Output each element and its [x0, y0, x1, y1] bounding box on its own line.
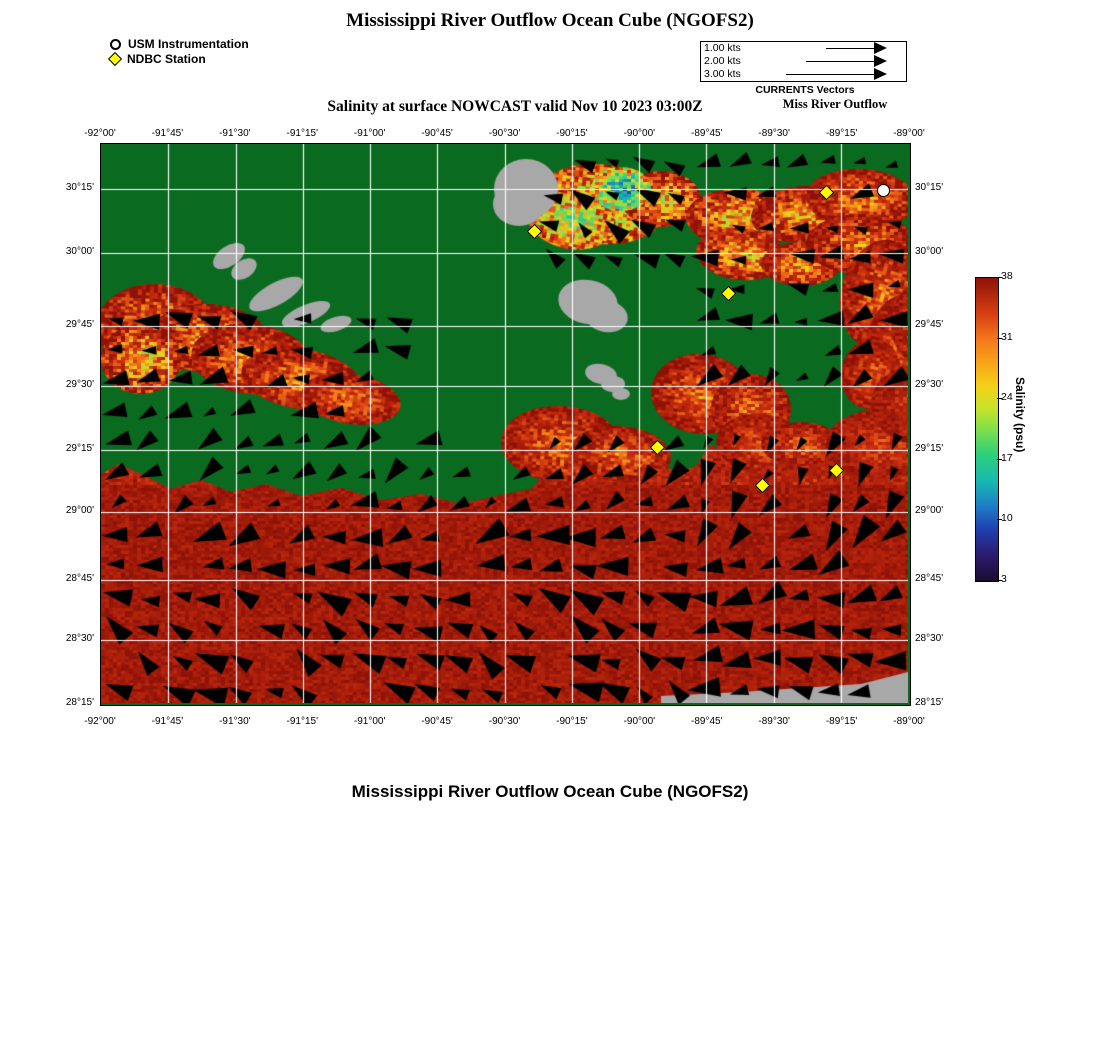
map-raster	[101, 144, 908, 703]
x-axis-tick-label: -92°00'	[84, 716, 116, 727]
colorbar-gradient	[975, 277, 999, 582]
y-axis-tick-label: 28°45'	[65, 573, 94, 584]
x-axis-tick-label: -91°45'	[151, 716, 184, 727]
y-axis-tick-label: 28°45'	[915, 573, 944, 584]
x-axis-tick-label: -90°30'	[488, 716, 521, 727]
colorbar	[975, 270, 1027, 585]
legend-item-usm	[110, 37, 249, 51]
x-axis-tick-label: -89°15'	[825, 716, 858, 727]
usm-instrumentation-marker[interactable]	[877, 184, 890, 197]
x-axis-tick-label: -89°45'	[691, 128, 723, 139]
vector-scale-label: 3.00 kts	[704, 68, 741, 80]
y-axis-tick-label: 29°30'	[915, 379, 944, 390]
legend-item-label: NDBC Station	[127, 52, 206, 66]
vector-line	[826, 48, 874, 49]
y-axis-tick-label: 29°00'	[915, 505, 944, 516]
y-axis-tick-label: 30°00'	[65, 246, 94, 257]
currents-vectors-caption: CURRENTS Vectors	[755, 84, 855, 96]
vector-line	[786, 74, 874, 75]
x-axis-tick-label: -90°15'	[556, 716, 588, 727]
salinity-map[interactable]	[100, 143, 911, 706]
y-axis-tick-label: 29°45'	[915, 319, 944, 330]
x-axis-tick-label: -90°45'	[421, 128, 453, 139]
x-axis-tick-label: -91°15'	[286, 716, 318, 727]
x-axis-tick-label: -89°45'	[691, 716, 723, 727]
y-axis-tick-label: 29°30'	[65, 379, 94, 390]
vector-scale-box	[700, 41, 907, 82]
y-axis-tick-label: 29°15'	[65, 443, 94, 454]
diamond-marker-icon	[108, 52, 122, 66]
y-axis-tick-label: 28°15'	[915, 697, 944, 708]
x-axis-tick-label: -90°15'	[556, 128, 588, 139]
vector-arrow-icon	[874, 42, 887, 54]
map-subtitle: Salinity at surface NOWCAST valid Nov 10 2023 03:00Z	[327, 98, 703, 115]
x-axis-tick-label: -91°00'	[353, 716, 386, 727]
x-axis-tick-label: -89°15'	[825, 128, 858, 139]
colorbar-tick-label: 10	[1001, 512, 1013, 525]
y-axis-tick-label: 28°30'	[915, 633, 944, 644]
vector-scale-label: 2.00 kts	[704, 55, 741, 67]
x-axis-tick-label: -91°30'	[219, 128, 251, 139]
colorbar-tick-label: 38	[1001, 270, 1013, 282]
x-axis-tick-label: -92°00'	[84, 128, 116, 139]
colorbar-title: Salinity (psu)	[1013, 377, 1027, 453]
x-axis-tick-label: -89°30'	[758, 716, 790, 727]
legend-item-label: USM Instrumentation	[128, 37, 249, 51]
x-axis-tick-label: -91°45'	[151, 128, 184, 139]
y-axis-tick-label: 29°00'	[65, 505, 94, 516]
x-axis-tick-label: -90°45'	[421, 716, 453, 727]
x-axis-tick-label: -90°00'	[623, 716, 656, 727]
x-axis-tick-label: -91°00'	[353, 128, 386, 139]
circle-marker-icon	[110, 39, 121, 50]
vector-scale-label: 1.00 kts	[704, 42, 741, 54]
miss-river-outflow-caption: Miss River Outflow	[782, 97, 888, 111]
legend-item-ndbc	[110, 52, 249, 66]
page-title: Mississippi River Outflow Ocean Cube (NGOFS2)	[346, 10, 754, 31]
vector-scale-row	[701, 42, 906, 55]
colorbar-tick-label: 3	[1001, 573, 1007, 585]
x-axis-tick-label: -91°15'	[286, 128, 318, 139]
x-axis-tick-label: -90°30'	[488, 128, 521, 139]
vector-line	[806, 61, 874, 62]
vector-scale-row	[701, 68, 906, 81]
x-axis-tick-label: -89°00'	[893, 716, 925, 727]
y-axis-tick-label: 30°00'	[915, 246, 944, 257]
vector-arrow-icon	[874, 68, 887, 80]
footer-title: Mississippi River Outflow Ocean Cube (NGOFS2)	[351, 782, 749, 801]
y-axis-tick-label: 30°15'	[65, 182, 94, 193]
vector-scale-row	[701, 55, 906, 68]
y-axis-tick-label: 28°15'	[65, 697, 94, 708]
x-axis-tick-label: -89°30'	[758, 128, 790, 139]
x-axis-tick-label: -91°30'	[219, 716, 251, 727]
x-axis-tick-label: -89°00'	[893, 128, 925, 139]
map-legend	[110, 37, 249, 66]
x-axis-tick-label: -90°00'	[623, 128, 656, 139]
colorbar-tick-label: 24	[1001, 391, 1013, 404]
y-axis-tick-label: 28°30'	[65, 633, 94, 644]
y-axis-tick-label: 30°15'	[915, 182, 944, 193]
y-axis-tick-label: 29°45'	[65, 319, 94, 330]
colorbar-tick-label: 31	[1001, 330, 1013, 343]
colorbar-tick-label: 17	[1001, 451, 1013, 464]
vector-arrow-icon	[874, 55, 887, 67]
y-axis-tick-label: 29°15'	[915, 443, 944, 454]
